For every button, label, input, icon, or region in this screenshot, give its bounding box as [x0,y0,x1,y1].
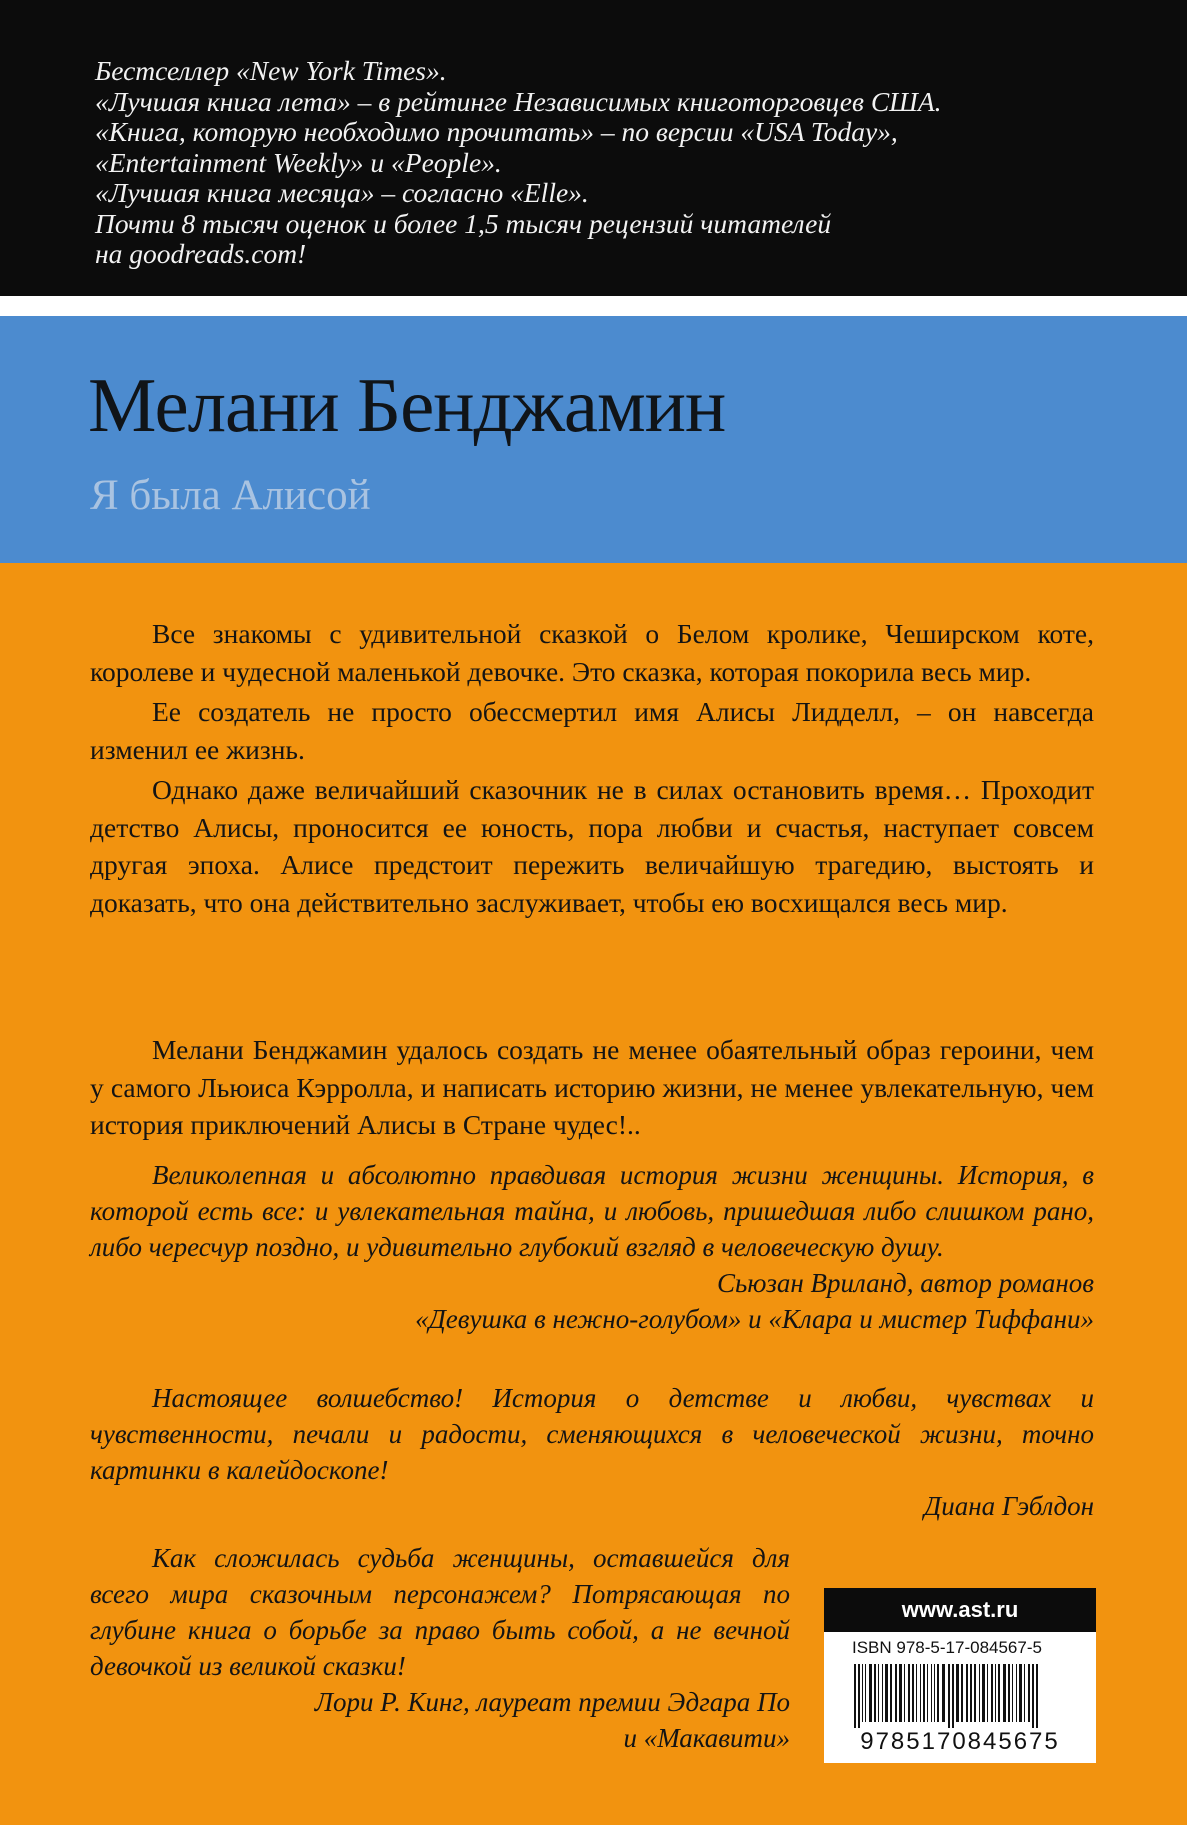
review-quote [90,1540,790,1756]
attribution-line: Диана Гэблдон [924,1491,1094,1521]
barcode-icon [852,1664,1074,1728]
accolade-line: «Лучшая книга месяца» – согласно «Elle». [95,177,589,208]
book-title: Я была Алисой [90,472,371,519]
attribution-line: «Девушка в нежно-голубом» и «Клара и мистер Тиффани» [415,1304,1094,1334]
quote-attribution [90,1684,790,1756]
accolades-panel [0,0,1187,296]
accolade-line: на goodreads.com! [95,238,307,269]
promo-text [90,1031,1094,1144]
accolade-line: Бестселлер «New York Times». [95,55,447,86]
attribution-line: Лори Р. Кинг, лауреат премии Эдгара По [314,1687,790,1717]
isbn-number: ISBN 978-5-17-084567-5 [852,1638,1042,1657]
barcode-digits: 9785170845675 [860,1728,1060,1755]
divider-stripe [0,296,1187,316]
quote-attribution [90,1265,1094,1337]
synopsis-paragraph: Ее создатель не просто обессмертил имя Алисы Лидделл, – он навсегда изменил ее жизнь. [90,696,1094,765]
attribution-line: Сьюзан Вриланд, автор романов [717,1268,1094,1298]
synopsis [90,615,1094,924]
promo-paragraph: Мелани Бенджамин удалось создать не менее обаятельный образ героини, чем у самого Льюиса Кэрролла, и написать историю жизни, не менее увлекательную, чем история приключений Алисы в Стране чудес!.. [90,1034,1094,1140]
accolade-line: Почти 8 тысяч оценок и более 1,5 тысяч рецензий читателей [95,207,832,239]
title-panel [0,316,1187,563]
quote-attribution [90,1488,1094,1524]
attribution-line: и «Макавити» [623,1723,790,1753]
review-quote [90,1380,1094,1524]
review-quote [90,1157,1094,1337]
accolade-line: «Книга, которую необходимо прочитать» – по версии «USA Today», [95,116,898,147]
author-name: Мелани Бенджамин [88,362,726,448]
publisher-website: www.ast.ru [824,1588,1096,1632]
quote-text: Настоящее волшебство! История о детстве и любви, чувствах и чувственности, печали и радости, сменяющихся в человеческой жизни, точно картинки в калейдоскопе! [90,1383,1094,1485]
accolades-list [95,56,1115,270]
accolade-line: «Entertainment Weekly» и «People». [95,146,502,178]
quote-text: Как сложилась судьба женщины, оставшейся для всего мира сказочным персонажем? Потрясающая по глубине книга о борьбе за право быть собой, а не вечной девочкой из великой сказки! [90,1543,790,1681]
synopsis-paragraph: Однако даже величайший сказочник не в силах остановить время… Проходит детство Алисы, проносится ее юность, пора любви и счастья, наступает совсем другая эпоха. Алисе предстоит пережить величайшую трагедию, выстоять и доказать, что она действительно заслуживает, чтобы ею восхищался весь мир. [90,774,1094,918]
isbn-barcode-box [824,1588,1096,1763]
synopsis-paragraph: Все знакомы с удивительной сказкой о Белом кролике, Чеширском коте, королеве и чудесной маленькой девочке. Это сказка, которая покорила весь мир. [90,618,1094,687]
quote-text: Великолепная и абсолютно правдивая история жизни женщины. История, в которой есть все: и увлекательная тайна, и любовь, пришедшая либо слишком рано, либо чересчур поздно, и удивительно глубокий взгляд в человеческую душу. [90,1160,1094,1262]
accolade-line: «Лучшая книга лета» – в рейтинге Независимых книготорговцев США. [95,85,942,117]
